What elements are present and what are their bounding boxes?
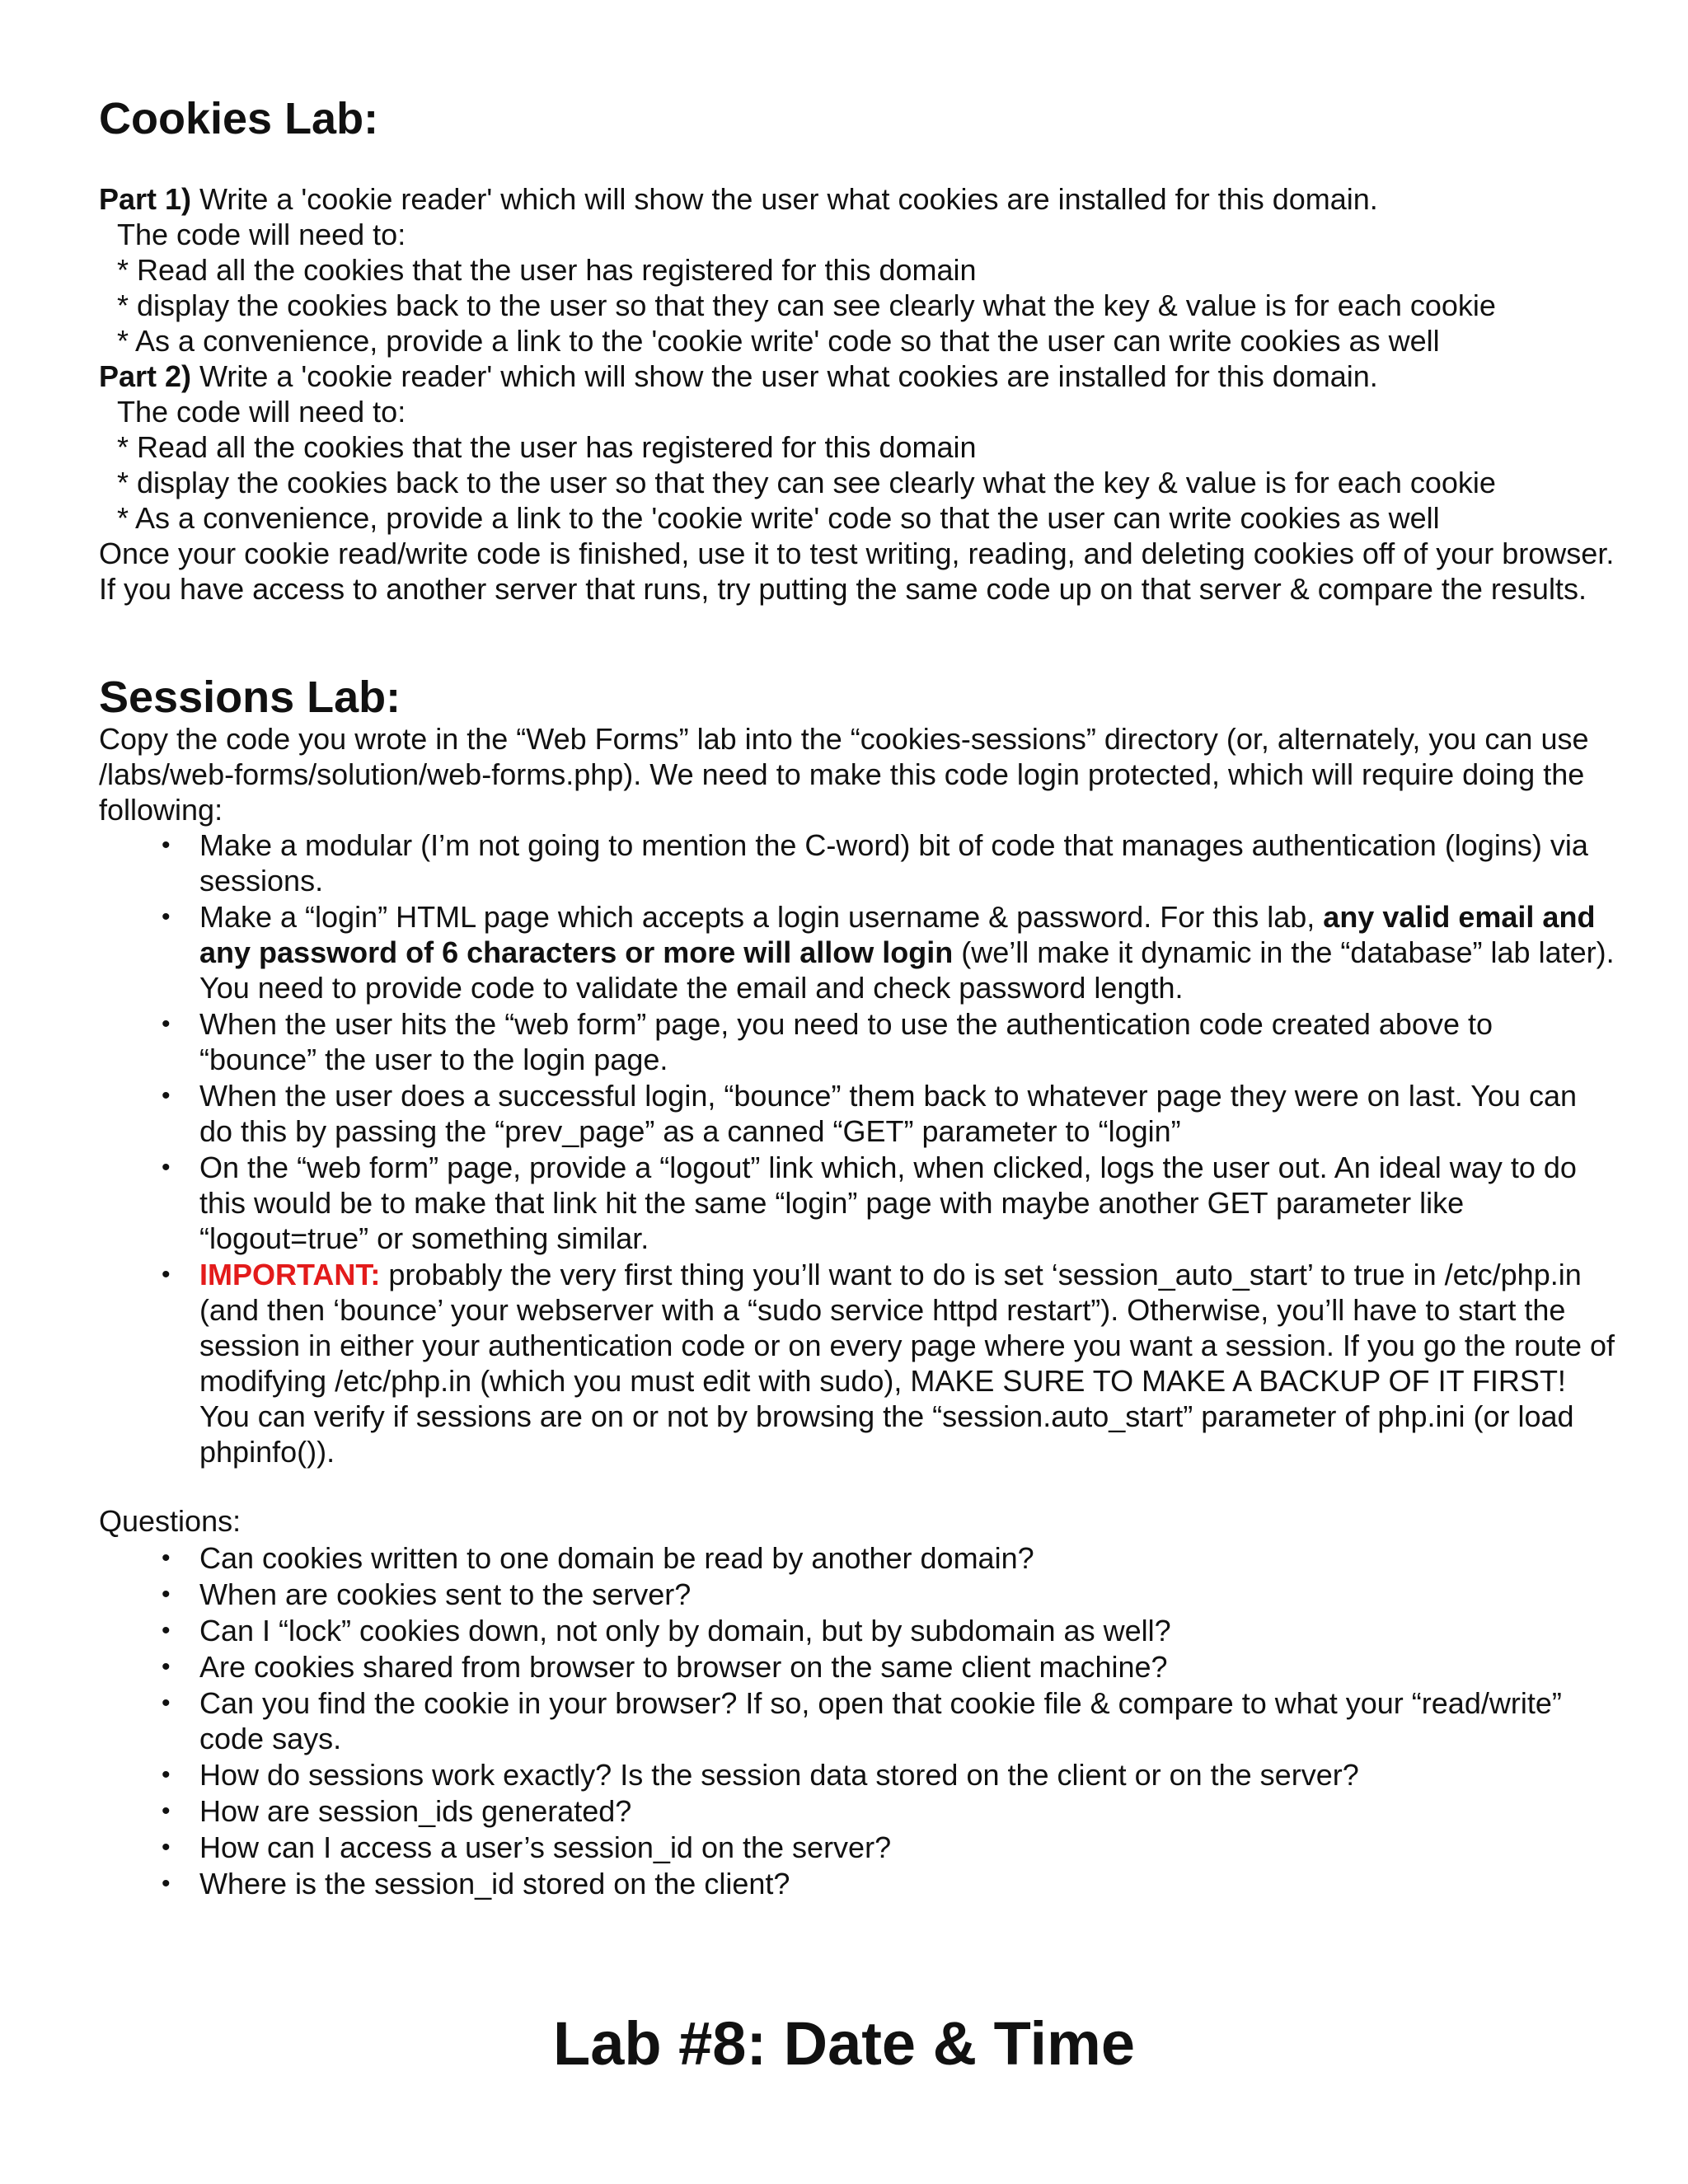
list-item [99, 1793, 1615, 1829]
bullet-icon: • [162, 1154, 171, 1181]
part1-label: Part 1) [99, 182, 192, 216]
list-item-text: Make a “login” HTML page which accepts a login username & password. For this lab, [199, 900, 1324, 934]
question-text: Are cookies shared from browser to browser on the same client machine? [199, 1650, 1168, 1684]
list-item [99, 1006, 1615, 1077]
list-item [99, 899, 1615, 1005]
part1-line: The code will need to: [117, 218, 406, 251]
list-item-text: On the “web form” page, provide a “logout” link which, when clicked, logs the user out. An ideal way to do this would be to make that link hit the same “login” page with maybe another GET parameter like “logout=true” or something similar. [199, 1151, 1577, 1255]
important-label: IMPORTANT: [199, 1258, 381, 1291]
bullet-icon: • [162, 1082, 171, 1109]
list-item [99, 1649, 1615, 1685]
questions-list [99, 1540, 1615, 1901]
bullet-icon: • [162, 1010, 171, 1038]
next-lab-heading: Lab #8: Date & Time [553, 2009, 1135, 2078]
part2-line: The code will need to: [117, 395, 406, 429]
list-item [99, 1757, 1615, 1793]
bullet-icon: • [162, 1690, 171, 1717]
part1-line: * As a convenience, provide a link to the 'cookie write' code so that the user can write cookies as well [117, 324, 1440, 358]
part2-label: Part 2) [99, 359, 192, 393]
bullet-icon: • [162, 1797, 171, 1825]
list-item [99, 1078, 1615, 1149]
bullet-icon: • [162, 1653, 171, 1680]
list-item [99, 1150, 1615, 1256]
list-item [99, 1577, 1615, 1612]
list-item [99, 1685, 1615, 1756]
question-text: When are cookies sent to the server? [199, 1577, 692, 1611]
part1-intro: Write a 'cookie reader' which will show the user what cookies are installed for this domain. [191, 182, 1378, 216]
list-item [99, 1866, 1615, 1901]
bullet-icon: • [162, 903, 171, 930]
list-item-text: probably the very first thing you’ll want to do is set ‘session_auto_start’ to true in /etc/php.in (and then ‘bounce’ your webserver with a “sudo service httpd restart”). Otherwise, you’ll have to start the session in either your authentication code or on every page where you want a session. If you go the route of modifying /etc/php.in (which you must edit with sudo), MAKE SURE TO MAKE A BACKUP OF IT FIRST! You can verify if sessions are on or not by browsing the “session.auto_start” parameter of php.ini (or load phpinfo()). [199, 1258, 1615, 1469]
list-item-text: (we’ll make it dynamic in the “database” lab later). You need to provide code to validate the email and check password length. [199, 935, 1615, 1005]
sessions-lab-section [99, 721, 1615, 1469]
bullet-icon: • [162, 1761, 171, 1788]
cookies-closing-paragraph: Once your cookie read/write code is finished, use it to test writing, reading, and deleting cookies off of your browser. If you have access to another server that runs, try putting the same code up on that server & compare the results. [99, 537, 1615, 606]
question-text: Can cookies written to one domain be read by another domain? [199, 1541, 1034, 1575]
sessions-intro-paragraph: Copy the code you wrote in the “Web Forms” lab into the “cookies-sessions” directory (or, alternately, you can use /labs/web-forms/solution/web-forms.php). We need to make this code login protected, which will require doing the following: [99, 722, 1589, 827]
list-item [99, 1613, 1615, 1648]
part1-line: * display the cookies back to the user so that they can see clearly what the key & value is for each cookie [117, 288, 1496, 322]
list-item [99, 1830, 1615, 1865]
bullet-icon: • [162, 1544, 171, 1572]
part2-line: * display the cookies back to the user so that they can see clearly what the key & value is for each cookie [117, 466, 1496, 499]
question-text: Can you find the cookie in your browser? If so, open that cookie file & compare to what your “read/write” code says. [199, 1686, 1562, 1755]
list-item-emphasis: any valid email and any password of 6 characters or more will allow login [199, 900, 1596, 969]
question-text: How can I access a user’s session_id on the server? [199, 1830, 892, 1864]
list-item [99, 1540, 1615, 1576]
list-item-text: When the user does a successful login, “bounce” them back to whatever page they were on last. You can do this by passing the “prev_page” as a canned “GET” parameter to “login” [199, 1079, 1577, 1148]
question-text: How do sessions work exactly? Is the session data stored on the client or on the server? [199, 1758, 1359, 1792]
bullet-icon: • [162, 1617, 171, 1644]
sessions-requirements-list [99, 827, 1615, 1469]
questions-section [99, 1503, 1615, 1901]
part1-heading [99, 181, 1615, 217]
part1-line: * Read all the cookies that the user has registered for this domain [117, 253, 977, 287]
part2-heading [99, 359, 1615, 394]
cookies-lab-section [99, 181, 1615, 607]
question-text: How are session_ids generated? [199, 1794, 632, 1828]
list-item [99, 1257, 1615, 1469]
bullet-icon: • [162, 1261, 171, 1288]
questions-label: Questions: [99, 1504, 241, 1538]
bullet-icon: • [162, 1581, 171, 1608]
cookies-lab-heading: Cookies Lab: [99, 94, 379, 143]
part2-line: * Read all the cookies that the user has registered for this domain [117, 430, 977, 464]
list-item-text: Make a modular (I’m not going to mention the C-word) bit of code that manages authentication (logins) via sessions. [199, 828, 1588, 898]
question-text: Where is the session_id stored on the client? [199, 1867, 790, 1900]
bullet-icon: • [162, 1870, 171, 1897]
part2-line: * As a convenience, provide a link to the 'cookie write' code so that the user can write cookies as well [117, 501, 1440, 535]
list-item-text: When the user hits the “web form” page, you need to use the authentication code created above to “bounce” the user to the login page. [199, 1007, 1493, 1076]
list-item [99, 827, 1615, 898]
bullet-icon: • [162, 832, 171, 859]
question-text: Can I “lock” cookies down, not only by domain, but by subdomain as well? [199, 1614, 1171, 1647]
bullet-icon: • [162, 1834, 171, 1861]
sessions-lab-heading: Sessions Lab: [99, 673, 401, 722]
part2-intro: Write a 'cookie reader' which will show the user what cookies are installed for this domain. [191, 359, 1378, 393]
